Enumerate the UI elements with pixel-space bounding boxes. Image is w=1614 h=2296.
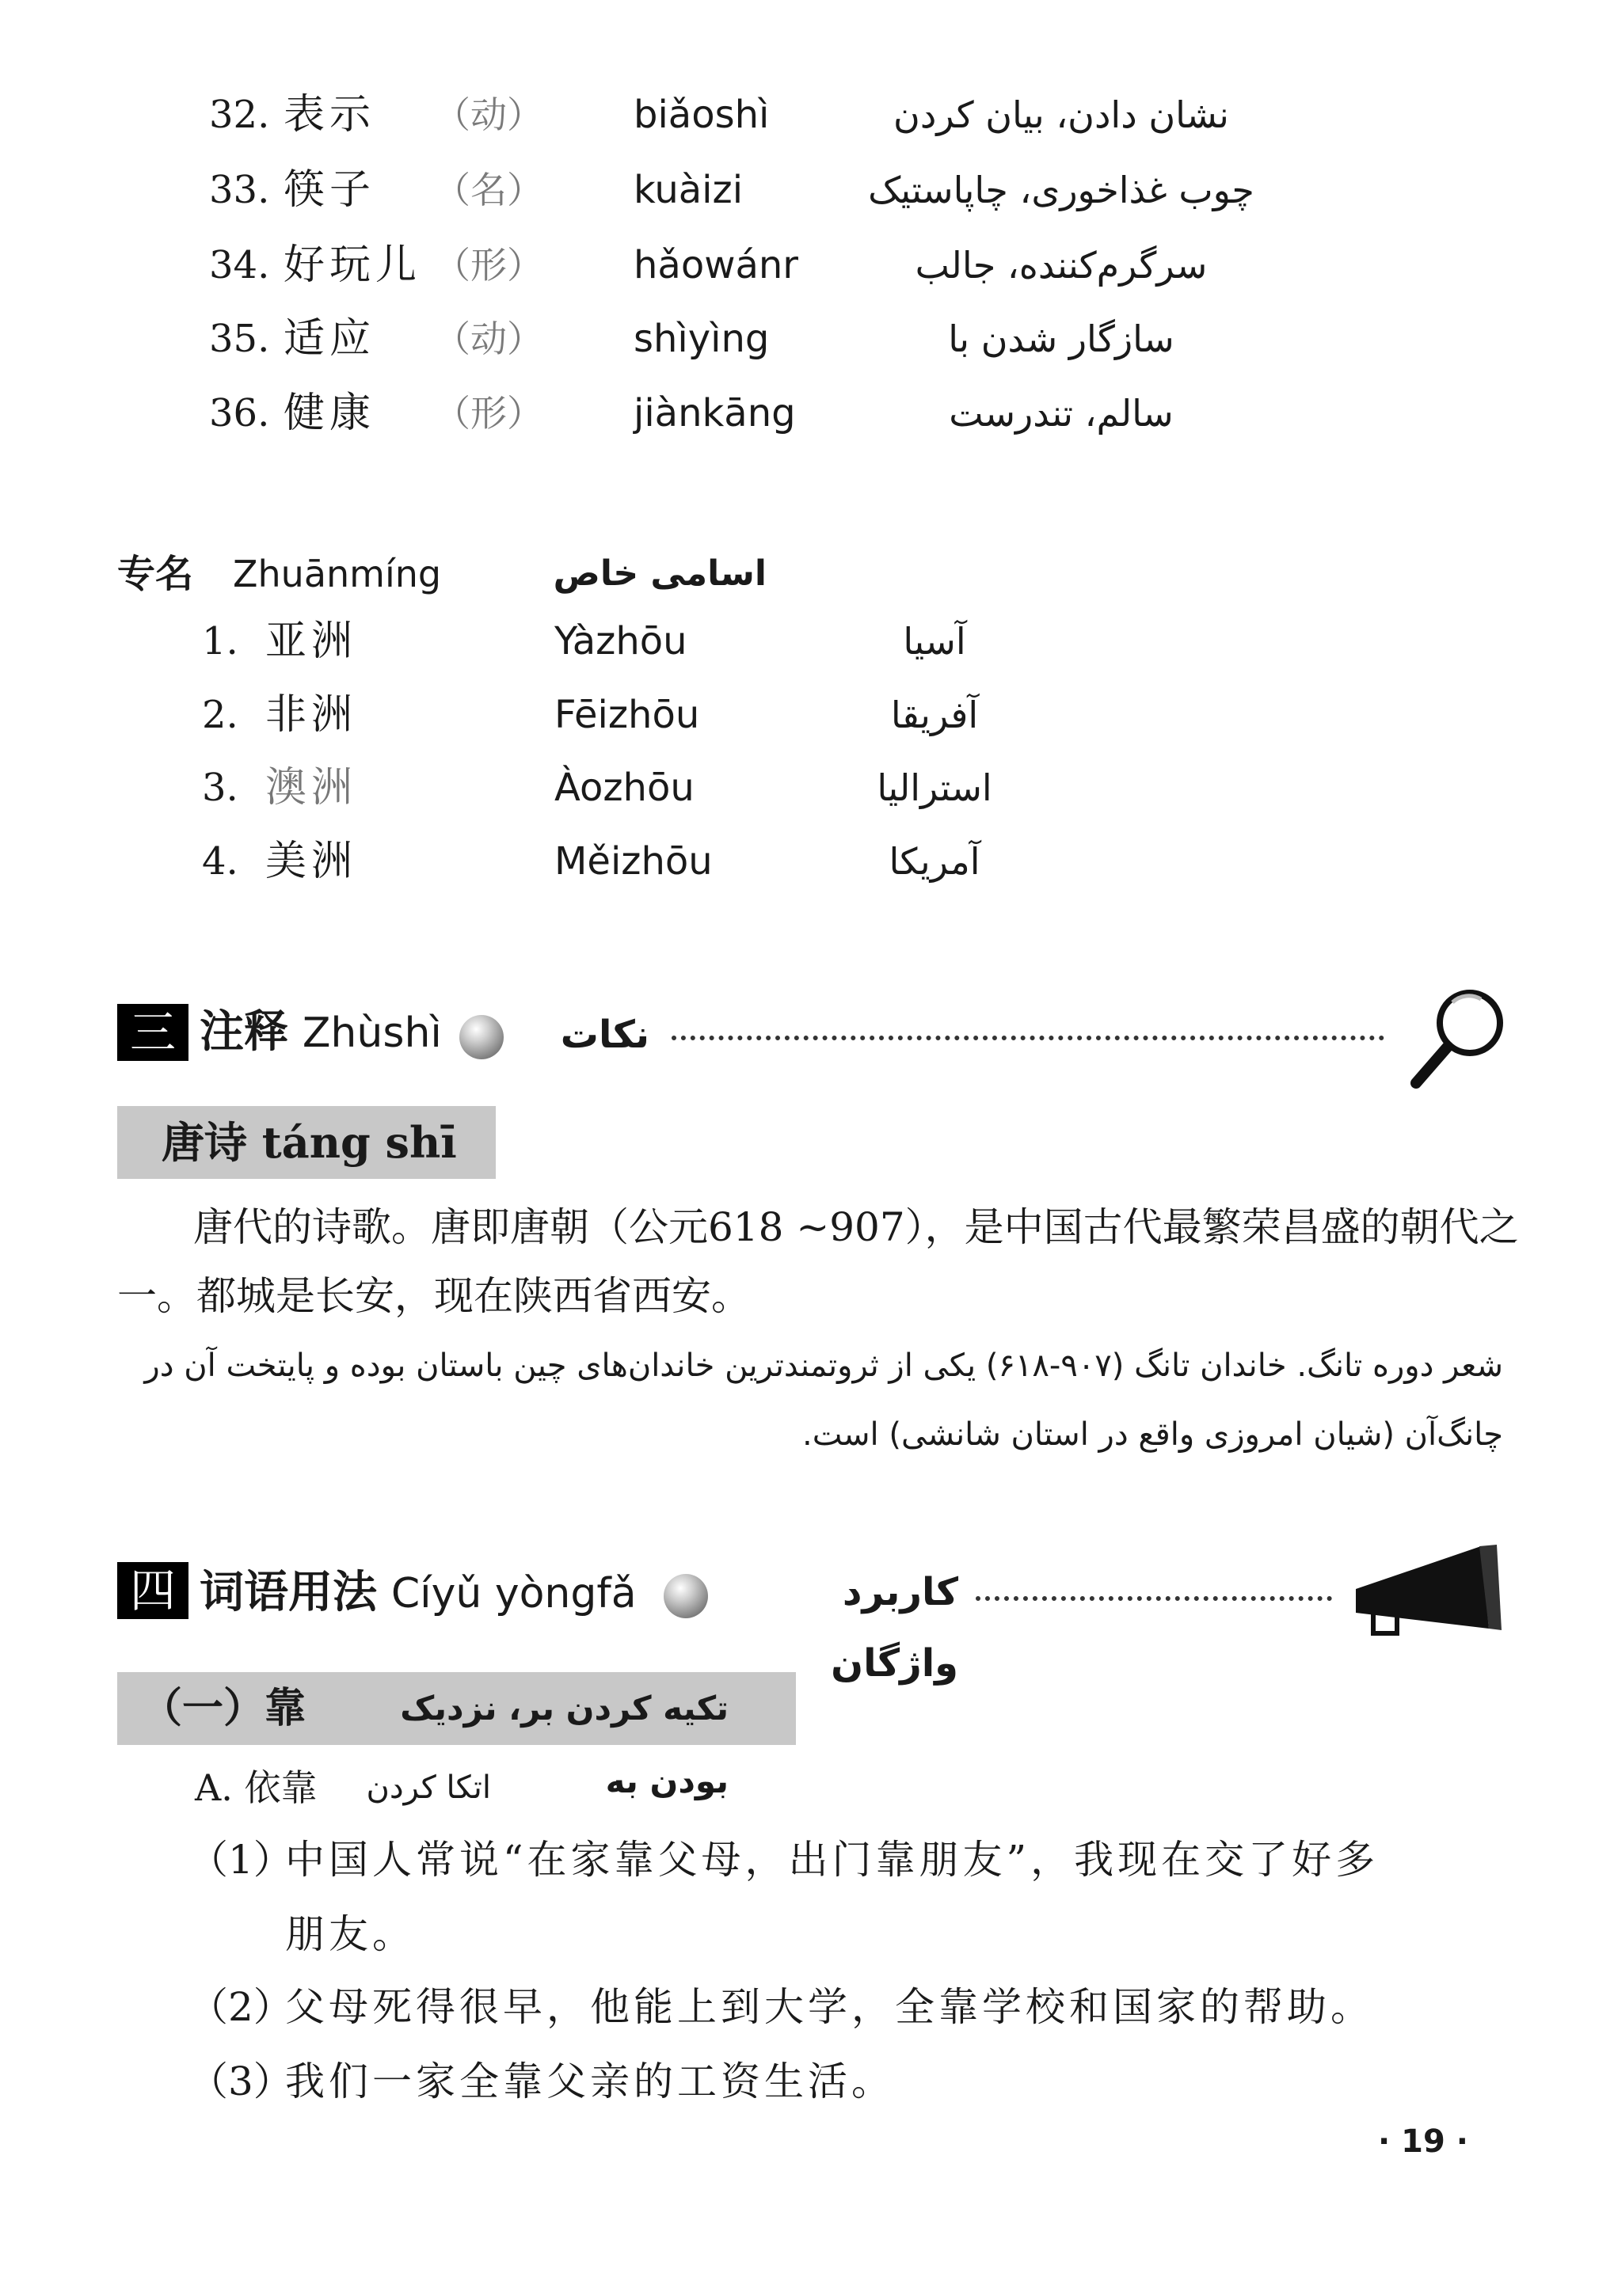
section-3-bullet-icon bbox=[459, 1015, 504, 1059]
section-3-dotted-rule bbox=[672, 1036, 1384, 1040]
megaphone-icon bbox=[1346, 1540, 1505, 1643]
tang-shi-paragraph-cn-line-1: 唐代的诗歌。唐即唐朝（公元618 ~907），是中国古代最繁荣昌盛的朝代之 bbox=[193, 1204, 1519, 1250]
proper-noun-number: 4. bbox=[202, 839, 238, 884]
section-4-number-box: 四 bbox=[117, 1562, 188, 1619]
vocab-persian: نشان دادن، بیان کردن bbox=[893, 93, 1229, 136]
proper-noun-hanzi: 澳洲 bbox=[265, 764, 358, 812]
vocab-number: 33. bbox=[209, 168, 270, 212]
vocab-pinyin: jiànkāng bbox=[634, 391, 796, 435]
vocab-part-of-speech: （形） bbox=[434, 392, 543, 435]
vocab-number: 32. bbox=[209, 93, 270, 137]
section-3-title-cn: 注释 bbox=[200, 1005, 288, 1058]
proper-noun-pinyin: Àozhōu bbox=[554, 766, 695, 810]
section-4-bullet-icon bbox=[664, 1574, 708, 1618]
vocab-hanzi: 表示 bbox=[284, 91, 376, 139]
section-4-subhead-fa: تکیه کردن بر، نزدیک بودن به bbox=[400, 1689, 729, 1800]
proper-noun-row bbox=[0, 752, 1614, 823]
example-text: 中国人常说“在家靠父母，出门靠朋友”，我现在交了好多 bbox=[285, 1837, 1380, 1883]
section-3-subhead: 唐诗 táng shī bbox=[162, 1117, 457, 1168]
vocab-pinyin: biǎoshì bbox=[634, 93, 770, 137]
section-4-dotted-rule bbox=[976, 1596, 1332, 1601]
section-3-number-box: 三 bbox=[117, 1004, 188, 1061]
vocab-row bbox=[0, 154, 1614, 226]
proper-noun-pinyin: Yàzhōu bbox=[554, 619, 687, 663]
example-label: （2） bbox=[188, 1984, 293, 2030]
vocab-row bbox=[0, 303, 1614, 374]
vocab-hanzi: 筷子 bbox=[284, 166, 376, 214]
item-a-label: A. 依靠 bbox=[195, 1766, 318, 1809]
section-4-title-pinyin: Cíyǔ yòngfǎ bbox=[390, 1570, 637, 1617]
tang-shi-paragraph-cn-line-2: 一。都城是长安，现在陕西省西安。 bbox=[117, 1273, 751, 1319]
vocab-hanzi: 好玩儿 bbox=[284, 241, 422, 289]
proper-noun-hanzi: 非洲 bbox=[265, 691, 358, 739]
vocab-part-of-speech: （名） bbox=[434, 169, 543, 211]
proper-noun-hanzi: 美洲 bbox=[265, 838, 358, 885]
item-a-fa: اتکا کردن bbox=[366, 1770, 491, 1806]
vocab-row bbox=[0, 230, 1614, 301]
example-label: （1） bbox=[188, 1837, 293, 1883]
vocab-part-of-speech: （动） bbox=[434, 93, 543, 136]
section-3-title bbox=[200, 996, 442, 1069]
proper-noun-number: 1. bbox=[202, 619, 238, 663]
proper-nouns-header-pinyin: Zhuānmíng bbox=[233, 553, 442, 595]
vocab-pinyin: kuàizi bbox=[634, 168, 744, 212]
proper-nouns-header-cn: 专名 bbox=[117, 552, 194, 596]
proper-nouns-header bbox=[117, 538, 767, 610]
section-4-title-cn: 词语用法 bbox=[200, 1566, 377, 1618]
vocab-row bbox=[0, 79, 1614, 150]
tang-shi-paragraph-fa-line-1: شعر دوره تانگ. خاندان تانگ (۹۰۷-۶۱۸) یکی از ثروتمندترین خاندان‌های چین باستان بوده و پایتخت آن در bbox=[144, 1348, 1503, 1384]
proper-noun-persian: آمریکا bbox=[889, 840, 980, 883]
section-4-title bbox=[200, 1557, 637, 1629]
example-label: （3） bbox=[188, 2058, 293, 2104]
proper-noun-persian: آسیا bbox=[903, 620, 966, 663]
vocab-part-of-speech: （动） bbox=[434, 317, 543, 360]
example-text: 我们一家全靠父亲的工资生活。 bbox=[285, 2058, 895, 2104]
example-text: 父母死得很早，他能上到大学，全靠学校和国家的帮助。 bbox=[285, 1984, 1374, 2030]
vocab-hanzi: 适应 bbox=[284, 315, 376, 363]
proper-noun-row bbox=[0, 826, 1614, 897]
example-text-continued: 朋友。 bbox=[285, 1911, 416, 1957]
vocab-number: 34. bbox=[209, 243, 270, 287]
proper-noun-persian: آفریقا bbox=[890, 694, 979, 736]
vocab-persian: سالم، تندرست bbox=[949, 392, 1174, 435]
proper-noun-pinyin: Fēizhōu bbox=[554, 693, 700, 737]
vocab-number: 36. bbox=[209, 391, 270, 435]
proper-noun-pinyin: Měizhōu bbox=[554, 839, 713, 884]
vocab-number: 35. bbox=[209, 317, 270, 361]
proper-nouns-header-fa: اسامی خاص bbox=[553, 553, 767, 594]
proper-noun-row bbox=[0, 679, 1614, 751]
vocab-persian: سرگرم‌کننده، جالب bbox=[915, 244, 1208, 287]
section-3-title-fa: نکات bbox=[560, 1013, 649, 1057]
section-4-title-fa: کاربرد واژگان bbox=[831, 1570, 958, 1686]
vocab-pinyin: shìyìng bbox=[634, 317, 770, 361]
proper-noun-persian: استرالیا bbox=[877, 766, 992, 809]
vocab-hanzi: 健康 bbox=[284, 390, 376, 437]
vocab-pinyin: hǎowánr bbox=[634, 243, 799, 287]
tang-shi-paragraph-fa-line-2: چانگ‌آن (شیان امروزی واقع در استان شانشی) است. bbox=[802, 1416, 1503, 1453]
proper-noun-number: 3. bbox=[202, 766, 238, 810]
vocab-row bbox=[0, 378, 1614, 449]
vocab-part-of-speech: （形） bbox=[434, 244, 543, 287]
vocab-persian: چوب غذاخوری، چاپاستیک bbox=[868, 169, 1254, 211]
section-3-title-pinyin: Zhùshì bbox=[302, 1009, 442, 1057]
proper-noun-number: 2. bbox=[202, 693, 238, 737]
page-number: · 19 · bbox=[1378, 2123, 1468, 2160]
section-4-subhead-cn: （一）靠 bbox=[141, 1684, 306, 1732]
magnifier-icon bbox=[1402, 982, 1513, 1093]
proper-noun-row bbox=[0, 606, 1614, 677]
vocab-persian: سازگار شدن با bbox=[948, 317, 1174, 360]
proper-noun-hanzi: 亚洲 bbox=[265, 618, 358, 665]
